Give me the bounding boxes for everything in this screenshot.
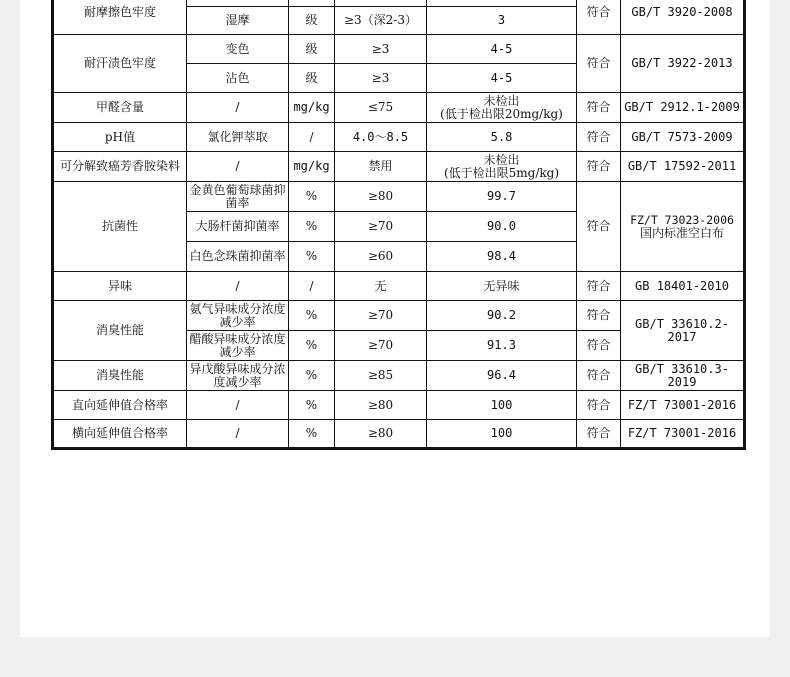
unit-cell: % [289, 212, 335, 242]
item-name-cell: pH值 [53, 123, 187, 152]
requirement-cell: 禁用 [335, 152, 427, 182]
verdict-cell: 符合 [577, 123, 621, 152]
test-results-table [51, 0, 746, 450]
table-row [53, 361, 745, 391]
result-line: 未检出 [483, 93, 520, 108]
table-row [53, 301, 745, 331]
requirement-cell: ≥3 [335, 35, 427, 64]
unit-cell: % [289, 331, 335, 361]
item-name-cell: 耐汗渍色牢度 [53, 35, 187, 93]
standard-cell: GB/T 33610.3-2019 [621, 361, 745, 391]
verdict-cell: 符合 [577, 361, 621, 391]
item-name-cell: 抗菌性 [53, 182, 187, 272]
sub-item-cell: / [187, 391, 289, 420]
result-line: 未检出 [483, 152, 520, 167]
requirement-cell: ≥3 [335, 64, 427, 93]
sub-item-cell: 氨气异味成分浓度减少率 [187, 301, 289, 331]
item-name-cell: 耐摩擦色牢度 [53, 0, 187, 35]
requirement-cell: ≥80 [335, 391, 427, 420]
table-row [53, 420, 745, 449]
requirement-cell: ≤75 [335, 93, 427, 123]
sub-item-cell: 醋酸异味成分浓度减少率 [187, 331, 289, 361]
verdict-cell: 符合 [577, 272, 621, 301]
result-cell: 3 [427, 7, 577, 35]
standard-cell: GB/T 3920-2008 [621, 0, 745, 35]
item-name-cell: 异味 [53, 272, 187, 301]
table-row [53, 152, 745, 182]
sub-item-cell: 大肠杆菌抑菌率 [187, 212, 289, 242]
result-cell: 5.8 [427, 123, 577, 152]
requirement-cell: 无 [335, 272, 427, 301]
verdict-cell: 符合 [577, 420, 621, 449]
unit-cell: % [289, 242, 335, 272]
item-name-cell: 横向延伸值合格率 [53, 420, 187, 449]
result-cell: 4-5 [427, 64, 577, 93]
result-cell [427, 152, 577, 182]
unit-cell: % [289, 361, 335, 391]
sub-item-cell: 白色念珠菌抑菌率 [187, 242, 289, 272]
result-cell: 99.7 [427, 182, 577, 212]
standard-note: 国内标准空白布 [639, 225, 724, 240]
result-cell: 90.0 [427, 212, 577, 242]
sub-item-cell: 沾色 [187, 64, 289, 93]
result-cell: 无异味 [427, 272, 577, 301]
unit-cell: % [289, 301, 335, 331]
unit-cell: 级 [289, 7, 335, 35]
verdict-cell: 符合 [577, 0, 621, 35]
requirement-cell: 4.0～8.5 [335, 123, 427, 152]
unit-cell: 级 [289, 64, 335, 93]
sub-item-cell: 异戊酸异味成分浓度减少率 [187, 361, 289, 391]
result-cell: 96.4 [427, 361, 577, 391]
verdict-cell: 符合 [577, 35, 621, 93]
standard-cell: GB/T 3922-2013 [621, 35, 745, 93]
verdict-cell: 符合 [577, 182, 621, 272]
result-cell: 100 [427, 420, 577, 449]
verdict-cell: 符合 [577, 391, 621, 420]
requirement-cell: ≥60 [335, 242, 427, 272]
sub-item-cell: 金黄色葡萄球菌抑菌率 [187, 182, 289, 212]
sub-item-cell: / [187, 152, 289, 182]
requirement-cell: ≥70 [335, 331, 427, 361]
result-cell: 4-5 [427, 35, 577, 64]
result-cell: 90.2 [427, 301, 577, 331]
unit-cell: / [289, 272, 335, 301]
standard-cell: GB/T 33610.2-2017 [621, 301, 745, 361]
result-cell: 91.3 [427, 331, 577, 361]
requirement-cell: ≥85 [335, 361, 427, 391]
sub-item-cell: / [187, 420, 289, 449]
table-row [53, 35, 745, 64]
verdict-cell: 符合 [577, 301, 621, 331]
item-name-cell: 消臭性能 [53, 361, 187, 391]
verdict-cell: 符合 [577, 152, 621, 182]
item-name-cell: 直向延伸值合格率 [53, 391, 187, 420]
sub-item-cell: 变色 [187, 35, 289, 64]
sub-item-cell: / [187, 272, 289, 301]
result-cell [427, 93, 577, 123]
table-row [53, 182, 745, 212]
standard-cell [621, 182, 745, 272]
requirement-cell: ≥70 [335, 212, 427, 242]
item-name-cell: 可分解致癌芳香胺染料 [53, 152, 187, 182]
unit-cell: % [289, 182, 335, 212]
standard-cell: GB/T 2912.1-2009 [621, 93, 745, 123]
requirement-cell: ≥3（深2-3） [335, 7, 427, 35]
standard-cell: FZ/T 73001-2016 [621, 420, 745, 449]
sub-item-cell: / [187, 93, 289, 123]
table-row [53, 272, 745, 301]
item-name-cell: 消臭性能 [53, 301, 187, 361]
requirement-cell: ≥80 [335, 420, 427, 449]
unit-cell: mg/kg [289, 93, 335, 123]
unit-cell: % [289, 391, 335, 420]
standard-code: FZ/T 73023-2006 [630, 212, 734, 227]
unit-cell: mg/kg [289, 152, 335, 182]
standard-cell: GB/T 17592-2011 [621, 152, 745, 182]
result-cell: 98.4 [427, 242, 577, 272]
unit-cell: % [289, 420, 335, 449]
requirement-cell: ≥70 [335, 301, 427, 331]
standard-cell: FZ/T 73001-2016 [621, 391, 745, 420]
standard-cell: GB/T 7573-2009 [621, 123, 745, 152]
unit-cell: 级 [289, 35, 335, 64]
standard-cell: GB 18401-2010 [621, 272, 745, 301]
table-row [53, 123, 745, 152]
unit-cell: / [289, 123, 335, 152]
table-row [53, 391, 745, 420]
verdict-cell: 符合 [577, 331, 621, 361]
sub-item-cell: 氯化钾萃取 [187, 123, 289, 152]
requirement-cell: ≥80 [335, 182, 427, 212]
table-row [53, 93, 745, 123]
verdict-cell: 符合 [577, 93, 621, 123]
sub-item-cell: 湿摩 [187, 7, 289, 35]
item-name-cell: 甲醛含量 [53, 93, 187, 123]
result-note: (低于检出限5mg/kg) [443, 165, 560, 180]
result-note: (低于检出限20mg/kg) [440, 106, 563, 121]
result-cell: 100 [427, 391, 577, 420]
